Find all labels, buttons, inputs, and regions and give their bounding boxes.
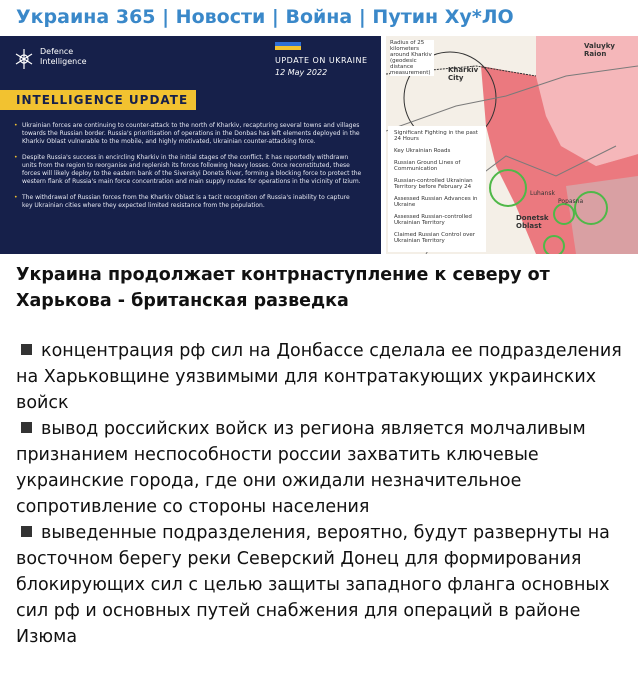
- channel-title[interactable]: Украина 365 | Новости | Война | Путин Ху*ЛО: [16, 6, 514, 28]
- black-square-icon: [21, 422, 32, 433]
- legend-item: Significant Fighting in the past 24 Hours: [394, 130, 478, 142]
- black-square-icon: [21, 344, 32, 355]
- intel-bullet: • Despite Russia's success in encircling Kharkiv in the initial stages of the conflict, it has reportedly withdrawn units from the region to reorganise and replenish its forces following heavy losses. Once reconstituted, these forces will likely deploy to the eastern bank of the Siverskyi Donets River, forming a blocking force to protect the western flank of Russia's main force concentration and main supply routes for operations in the vicinity of Izium.: [14, 154, 362, 186]
- black-square-icon: [21, 526, 32, 537]
- radius-note: Radius of 25 kilometers around Kharkiv (geodesic distance measurement): [390, 40, 434, 76]
- legend-item: Assessed Russian-controlled Ukrainian Territory: [394, 214, 472, 226]
- intel-bullet: • The withdrawal of Russian forces from the Kharkiv Oblast is a tacit recognition of Russia's inability to capture key Ukrainian cities where they expected limited resistance from the population.: [14, 194, 362, 210]
- intel-bullets: [14, 122, 362, 218]
- list-item: выведенные подразделения, вероятно, будут развернуты на восточном берегу реки Северский Донец для формирования блокирующих сил с целью защиты западного фланга основных сил рф и основных путей снабжения для операций в районе Изюма: [16, 523, 610, 647]
- media-album[interactable]: [0, 36, 638, 254]
- legend-item: Claimed Russian Control over Ukrainian Territory: [394, 232, 476, 244]
- map-label-donetsk: Donetsk Oblast: [516, 214, 549, 230]
- defence-intelligence-logo-icon: [14, 48, 34, 70]
- update-title: UPDATE ON UKRAINE: [275, 56, 368, 65]
- legend-item: Russian-controlled Ukrainian Territory before February 24: [394, 178, 473, 190]
- legend-item: Russian Ground Lines of Communication: [394, 160, 461, 172]
- map-label-kharkiv: Kharkiv City: [448, 66, 479, 82]
- intel-bullet: • Ukrainian forces are continuing to counter-attack to the north of Kharkiv, recapturing several towns and villages towards the Russian border. Russia's prioritisation of operations in the Donbas has left elements deployed in the Kharkiv Oblast vulnerable to the mobile, and highly motivated, Ukrainian counter-attacking force.: [14, 122, 362, 146]
- map-image[interactable]: [386, 36, 638, 254]
- list-item: концентрация рф сил на Донбассе сделала ее подразделения на Харьковщине уязвимыми для контратакующих украинских войск: [16, 341, 622, 413]
- post-headline: Украина продолжает контрнаступление к северу от Харькова - британская разведка: [16, 265, 550, 311]
- org-name: Defence Intelligence: [40, 47, 87, 66]
- legend-item: Key Ukrainian Roads: [394, 148, 451, 154]
- map-legend: [388, 126, 486, 252]
- legend-item: Assessed Russian Advances in Ukraine: [394, 196, 478, 208]
- intelligence-update-image[interactable]: [0, 36, 381, 254]
- map-label-popasna: Popasna: [558, 198, 584, 205]
- post-body: [16, 338, 628, 650]
- map-label-valuyky: Valuyky Raion: [584, 42, 615, 58]
- update-date: 12 May 2022: [275, 68, 328, 77]
- map-label-luhansk: Luhansk: [530, 190, 555, 197]
- list-item: вывод российских войск из региона является молчаливым признанием неспособности россии захватить ключевые украинские города, где они ожидали незначительное сопротивление со стороны населения: [16, 419, 586, 517]
- ukraine-flag-icon: [275, 42, 301, 50]
- intel-banner: INTELLIGENCE UPDATE: [0, 90, 196, 110]
